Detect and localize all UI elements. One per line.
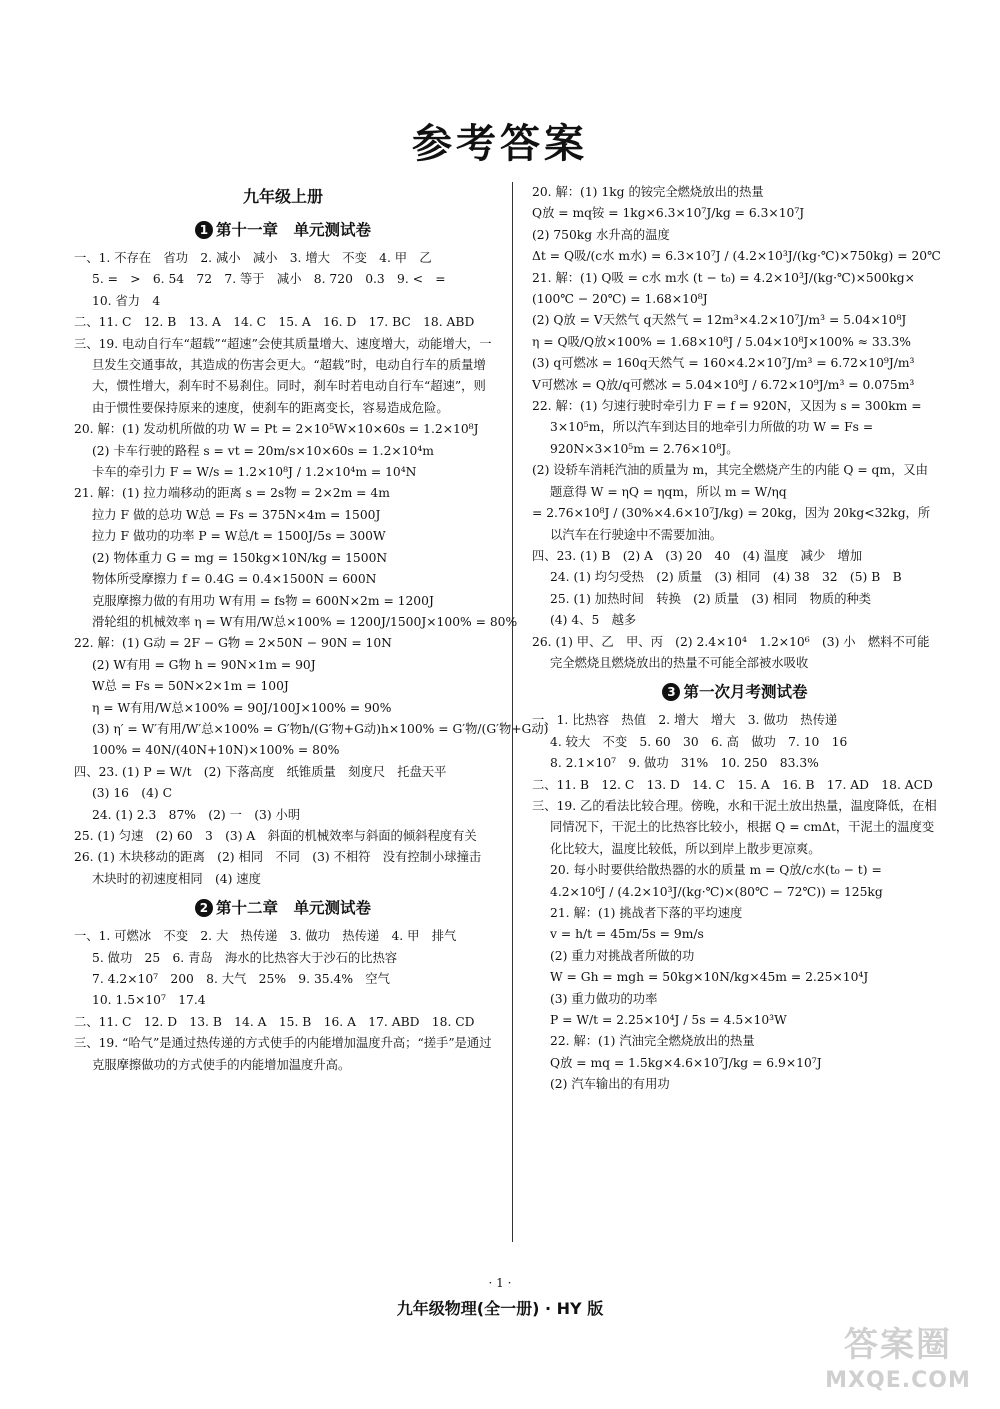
answer-paragraph: 26. (1) 甲、乙 甲、丙 (2) 2.4×10⁴ 1.2×10⁶ (3) 小 燃料不可能完全燃烧且燃烧放出的热量不可能全部被水吸收	[532, 634, 930, 670]
answer-paragraph: 三、19. 电动自行车“超载”“超速”会使其质量增大、速度增大，动能增大，一旦发生交通事故，其造成的伤害会更大。“超载”时，电动自行车的质量增大，惯性增大，刹车时不易刹住。同时，刹车时若电动自行车“超速”，则由于惯性要保持原来的速度，使刹车的距离变长，容易造成危险。	[74, 336, 492, 415]
answer-line: (3) 16 (4) C	[92, 786, 173, 801]
page-number: · 1 ·	[488, 1276, 512, 1290]
answer-line: (3) 重力做功的功率	[550, 991, 658, 1006]
answer-line: (2) 卡车行驶的路程 s = vt = 20m/s×10×60s = 1.2×10⁴m	[92, 443, 434, 458]
left-column	[74, 182, 549, 1076]
answer-line: 21. 解：(1) 拉力端移动的距离 s = 2s物 = 2×2m = 4m	[74, 486, 390, 501]
right-column	[532, 182, 941, 1096]
section-heading-monthly-test	[532, 676, 938, 708]
answer-line: 4.2×10⁶J / (4.2×10³J/(kg·℃)×(80℃ − 72℃)) = 125kg	[550, 884, 883, 899]
answer-line: 21. 解：(1) 挑战者下落的平均速度	[550, 906, 743, 920]
answer-line: (4) 4、5 越多	[550, 613, 637, 628]
answer-line: (2) Q放 = V天然气 q天然气 = 12m³×4.2×10⁷J/m³ = 5.04×10⁸J	[532, 313, 907, 328]
answer-paragraph: 20. 解：(1) 发动机所做的功 W = Pt = 2×10⁵W×10×60s = 1.2×10⁸J	[74, 422, 479, 437]
answer-line: 二、11. C 12. D 13. B 14. A 15. B 16. A 17. ABD 18. CD	[74, 1014, 475, 1029]
answer-line: (2) W有用 = G物 h = 90N×1m = 90J	[92, 657, 316, 672]
answer-line: W总 = Fs = 50N×2×1m = 100J	[92, 679, 289, 694]
answer-line: (2) 重力对挑战者所做的功	[550, 948, 695, 963]
answer-line: 4. 较大 不变 5. 60 30 6. 高 做功 7. 10 16	[550, 734, 848, 749]
section-number-badge: 3	[662, 683, 680, 701]
answer-line: η = W有用/W总×100% = 90J/100J×100% = 90%	[92, 700, 392, 715]
grade-heading: 九年级上册	[242, 187, 323, 206]
answer-line: 22. 解：(1) 汽油完全燃烧放出的热量	[550, 1034, 755, 1049]
answer-line: 一、1. 可燃冰 不变 2. 大 热传递 3. 做功 热传递 4. 甲 排气	[74, 929, 457, 944]
answer-paragraph: 22. 解：(1) 匀速行驶时牵引力 F = f = 920N，又因为 s = 300km = 3×10⁵m，所以汽车到达目的地牵引力所做的功 W = Fs = 920N×3×10⁵m = 2.76×10⁸J。	[532, 399, 922, 456]
answer-line: P = W/t = 2.25×10⁴J / 5s = 4.5×10³W	[550, 1013, 787, 1028]
answer-line: 24. (1) 均匀受热 (2) 质量 (3) 相同 (4) 38 32 (5) B B	[550, 570, 902, 585]
answer-line: W = Gh = mgh = 50kg×10N/kg×45m = 2.25×10⁴J	[550, 970, 869, 985]
answer-line: η = Q吸/Q放×100% = 1.68×10⁸J / 5.04×10⁸J×100% ≈ 33.3%	[532, 334, 911, 349]
section-heading-ch12	[74, 892, 492, 924]
answer-line: Q放 = mq铵 = 1kg×6.3×10⁷J/kg = 6.3×10⁷J	[532, 206, 805, 221]
answer-line: 20. 解：(1) 1kg 的铵完全燃烧放出的热量	[532, 185, 764, 199]
book-title-footer: 九年级物理(全一册) · HY 版	[396, 1299, 604, 1318]
answer-line: 四、23. (1) B (2) A (3) 20 40 (4) 温度 减少 增加	[532, 548, 863, 563]
answer-line: 四、23. (1) P = W/t (2) 下落高度 纸锥质量 刻度尺 托盘天平	[74, 764, 447, 779]
watermark-url: MXQE.COM	[825, 1368, 971, 1393]
answer-line: (3) q可燃冰 = 160q天然气 = 160×4.2×10⁷J/m³ = 6.72×10⁹J/m³	[532, 356, 915, 371]
answer-line: (3) η′ = W′有用/W′总×100% = G′物h/(G′物+G动)h×100% = G′物/(G′物+G动)	[92, 721, 549, 736]
answer-paragraph: 三、19. “哈气”是通过热传递的方式使手的内能增加温度升高；“搓手”是通过克服摩擦做功的方式使手的内能增加温度升高。	[74, 1036, 492, 1072]
answer-line: 一、1. 不存在 省功 2. 减小 减小 3. 增大 不变 4. 甲 乙	[74, 251, 432, 265]
answer-line: Q放 = mq = 1.5kg×4.6×10⁷J/kg = 6.9×10⁷J	[550, 1055, 822, 1070]
answer-line: 5. = > 6. 54 72 7. 等于 减小 8. 720 0.3 9. < =	[92, 272, 446, 287]
answer-line: 拉力 F 做功的功率 P = W总/t = 1500J/5s = 300W	[92, 529, 386, 544]
answer-line: (2) 750kg 水升高的温度	[532, 227, 670, 242]
answer-line: 物体所受摩擦力 f = 0.4G = 0.4×1500N = 600N	[92, 572, 377, 587]
answer-line: 滑轮组的机械效率 η = W有用/W总×100% = 1200J/1500J×100% = 80%	[92, 614, 518, 629]
answer-line: 10. 1.5×10⁷ 17.4	[92, 993, 206, 1008]
column-divider	[512, 182, 513, 1242]
section-title: 第十一章 单元测试卷	[215, 221, 371, 239]
answer-line: 21. 解：(1) Q吸 = c水 m水 (t − t₀) = 4.2×10³J/(kg·℃)×500kg×	[532, 270, 915, 285]
answer-line: 二、11. C 12. B 13. A 14. C 15. A 16. D 17. BC 18. ABD	[74, 315, 475, 330]
watermark-text: 答案圈	[844, 1325, 952, 1365]
answer-line: (100℃ − 20℃) = 1.68×10⁸J	[532, 292, 708, 307]
answer-paragraph: (2) 设轿车消耗汽油的质量为 m，其完全燃烧产生的内能 Q = qm，又由题意得 W = ηQ = ηqm，所以 m = W/ηq	[532, 463, 928, 499]
answer-line: 25. (1) 加热时间 转换 (2) 质量 (3) 相同 物质的种类	[550, 591, 872, 606]
answer-line: 7. 4.2×10⁷ 200 8. 大气 25% 9. 35.4% 空气	[92, 972, 390, 986]
page-title: 参考答案	[412, 121, 588, 167]
answer-line: 二、11. B 12. C 13. D 14. C 15. A 16. B 17. AD 18. ACD	[532, 777, 933, 792]
answer-line: (2) 汽车输出的有用功	[550, 1077, 670, 1092]
answer-line: 100% = 40N/(40N+10N)×100% = 80%	[92, 743, 340, 758]
answer-line: Δt = Q吸/(c水 m水) = 6.3×10⁷J / (4.2×10³J/(kg·℃)×750kg) = 20℃	[532, 249, 941, 264]
answer-line: 24. (1) 2.3 87% (2) 一 (3) 小明	[92, 807, 301, 822]
answer-line: 10. 省力 4	[92, 293, 161, 308]
section-title: 第十二章 单元测试卷	[215, 899, 371, 918]
answer-line: V可燃冰 = Q放/q可燃冰 = 5.04×10⁸J / 6.72×10⁹J/m³ = 0.075m³	[532, 377, 915, 392]
answer-line: 20. 每小时要供给散热器的水的质量 m = Q放/c水(t₀ − t) =	[550, 863, 882, 878]
answer-paragraph: 26. (1) 木块移动的距离 (2) 相同 不同 (3) 不相符 没有控制小球撞击木块时的初速度相同 (4) 速度	[74, 850, 482, 886]
section-number-badge: 1	[195, 221, 213, 239]
section-heading-ch11	[74, 214, 492, 246]
answer-line: (2) 物体重力 G = mg = 150kg×10N/kg = 1500N	[92, 550, 388, 565]
answer-line: 8. 2.1×10⁷ 9. 做功 31% 10. 250 83.3%	[550, 756, 819, 771]
answer-paragraph: = 2.76×10⁸J / (30%×4.6×10⁷J/kg) = 20kg，因为 20kg<32kg，所以汽车在行驶途中不需要加油。	[532, 506, 931, 542]
answer-line: 卡车的牵引力 F = W/s = 1.2×10⁸J / 1.2×10⁴m = 10⁴N	[92, 465, 417, 480]
answer-line: 22. 解：(1) G动 = 2F − G物 = 2×50N − 90N = 10N	[74, 636, 392, 651]
answer-line: 5. 做功 25 6. 青岛 海水的比热容大于沙石的比热容	[92, 950, 398, 965]
answer-paragraph: 25. (1) 匀速 (2) 60 3 (3) A 斜面的机械效率与斜面的倾斜程度有关	[74, 828, 477, 843]
answer-line: v = h/t = 45m/5s = 9m/s	[550, 927, 704, 942]
answer-line: 一、1. 比热容 热值 2. 增大 增大 3. 做功 热传递	[532, 713, 838, 728]
answer-line: 克服摩擦力做的有用功 W有用 = fs物 = 600N×2m = 1200J	[92, 593, 434, 608]
section-number-badge: 2	[195, 899, 213, 917]
section-title: 第一次月考测试卷	[683, 683, 808, 702]
answer-line: 拉力 F 做的总功 W总 = Fs = 375N×4m = 1500J	[92, 507, 381, 522]
answer-paragraph: 三、19. 乙的看法比较合理。傍晚，水和干泥土放出热量，温度降低，在相同情况下，干泥土的比热容比较小，根据 Q = cmΔt，干泥土的温度变化比较大，温度比较低，所以到岸上散步更凉爽。	[532, 798, 937, 856]
watermark-logo	[808, 1324, 988, 1404]
